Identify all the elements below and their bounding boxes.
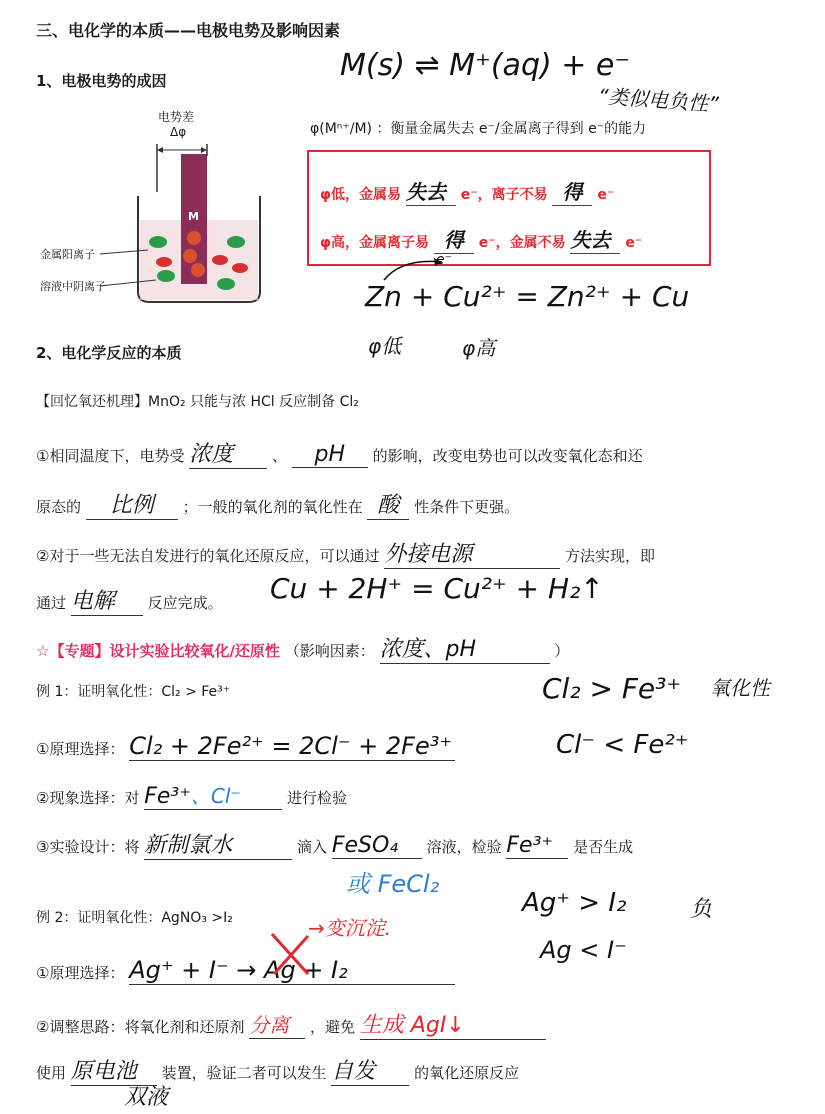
phi-definition: φ(Mⁿ⁺/M) ：衡量金属失去 e⁻/金属离子得到 e⁻的能力 xyxy=(310,121,647,137)
para-1-a: ①相同温度下，电势受 xyxy=(36,447,185,465)
para-1-hw2: pH xyxy=(292,442,368,468)
ex1-step-3-label: ③实验设计：将 xyxy=(36,838,140,856)
ex2-step-1 xyxy=(36,956,455,985)
para-2-hw: 比例 xyxy=(86,488,178,520)
para-2-hw2: 酸 xyxy=(367,488,409,520)
topic-line xyxy=(36,632,569,664)
example-2-title: 例 2：证明氧化性：AgNO₃ >I₂ xyxy=(36,910,233,926)
para-1-hw1: 浓度 xyxy=(189,437,267,469)
box-line-2-b: e⁻，金属不易 xyxy=(478,235,566,251)
para-1-sep: 、 xyxy=(272,447,288,465)
ex1-step-3-hw1: 新制氯水 xyxy=(144,828,292,860)
ex2-step-2-b: ，避免 xyxy=(310,1018,356,1036)
ex1-step-3 xyxy=(36,828,633,860)
ex1-step-1-label: ①原理选择： xyxy=(36,740,125,758)
ex1-step-2 xyxy=(36,780,347,810)
topic-title: ☆【专题】设计实验比较氧化/还原性 xyxy=(36,642,280,660)
box-line-1-b: e⁻，离子不易 xyxy=(460,187,548,203)
ex2-step-2-hw-red: 生成 AgI↓ xyxy=(360,1008,546,1040)
ex2-step-2-a: ②调整思路：将氧化剂和还原剂 xyxy=(36,1018,245,1036)
page-title: 三、电化学的本质——电极电势及影响因素 xyxy=(36,21,341,40)
box-line-2-hw: 得 xyxy=(434,224,474,254)
box-line-1 xyxy=(320,176,614,206)
para-2-b: ；一般的氧化剂的氧化性在 xyxy=(182,498,363,516)
section-1-title: 1、电极电势的成因 xyxy=(36,72,167,90)
box-line-1-c: e⁻ xyxy=(597,187,615,203)
box-line-1-a: φ低，金属易 xyxy=(320,187,401,203)
para-3-b: 方法实现，即 xyxy=(565,547,656,565)
ex1-step-3-c: 溶液，检验 xyxy=(426,838,502,856)
cross-out-mark xyxy=(268,930,312,978)
ex1-step-2-blank xyxy=(144,780,282,810)
handwritten-cu-equation: Cu + 2H⁺ = Cu²⁺ + H₂↑ xyxy=(270,572,604,605)
example-1-title: 例 1：证明氧化性：Cl₂ > Fe³⁺ xyxy=(36,684,231,700)
ex1-step-3-hw2: FeSO₄ xyxy=(332,833,422,859)
para-3 xyxy=(36,537,655,569)
para-4 xyxy=(36,584,223,616)
ex2-step-3-c: 的氧化还原反应 xyxy=(414,1064,520,1082)
recall-line: 【回忆氧还机理】MnO₂ 只能与浓 HCl 反应制备 Cl₂ xyxy=(36,394,359,410)
ex2-step-3-b: 装置，验证二者可以发生 xyxy=(161,1064,327,1082)
ex2-step-3-hw: 原电池 xyxy=(71,1054,157,1086)
para-2-c: 性条件下更强。 xyxy=(414,498,520,516)
ex2-step-3-hw2: 自发 xyxy=(331,1054,409,1086)
section-2-title: 2、电化学反应的本质 xyxy=(36,344,182,362)
ex2-step-1-label: ①原理选择： xyxy=(36,964,125,982)
handwritten-note: “类似电负性” xyxy=(597,83,720,117)
box-line-1-hw2: 得 xyxy=(552,176,592,206)
para-1 xyxy=(36,437,643,469)
topic-close: ） xyxy=(554,642,570,660)
para-2-a: 原态的 xyxy=(36,498,82,516)
handwritten-equilibrium: M(s) ⇌ M⁺(aq) + e⁻ xyxy=(340,48,631,83)
ex2-hw-side-note: 负 xyxy=(690,897,713,922)
ex1-hw-side-note: 氧化性 xyxy=(710,676,770,700)
electrode-diagram xyxy=(40,100,295,312)
ex1-hw-side-2: Cl⁻ < Fe²⁺ xyxy=(556,730,689,760)
ex1-step-2-hw: Fe³⁺ xyxy=(144,784,191,809)
ex2-hw-side-1: Ag⁺ > I₂ xyxy=(522,888,627,918)
ex2-hw-side-2: Ag < I⁻ xyxy=(540,936,627,964)
ex1-step-1-hw: Cl₂ + 2Fe²⁺ = 2Cl⁻ + 2Fe³⁺ xyxy=(129,732,455,761)
para-3-a: ②对于一些无法自发进行的氧化还原反应，可以通过 xyxy=(36,547,380,565)
diagram-label-metal-cation: 金属阳离子 xyxy=(40,248,95,261)
ex1-step-3-b: 滴入 xyxy=(297,838,328,856)
diagram-label-dphi: Δφ xyxy=(170,125,187,139)
diagram-label-potential-diff: 电势差 xyxy=(158,110,195,124)
box-line-1-hw: 失去 xyxy=(406,176,456,206)
ex2-step-2 xyxy=(36,1008,546,1040)
ex2-step-2-hw: 分离 xyxy=(249,1009,305,1039)
box-line-2 xyxy=(320,224,642,254)
topic-hw: 浓度、pH xyxy=(380,632,550,664)
ex1-step-2-label: ②现象选择：对 xyxy=(36,789,140,807)
para-3-hw: 外接电源 xyxy=(384,537,560,569)
handwritten-e-minus: e⁻ xyxy=(436,252,453,268)
box-line-2-c: e⁻ xyxy=(625,235,643,251)
ex1-step-2-hw-blue: 、Cl⁻ xyxy=(190,784,241,808)
ex1-hw-blue-or: 或 FeCl₂ xyxy=(346,870,440,898)
para-2 xyxy=(36,488,519,520)
ex2-hw-red-note: →变沉淀. xyxy=(308,916,392,940)
ex1-step-2-b: 进行检验 xyxy=(287,789,348,807)
handwritten-zn-reaction: Zn + Cu²⁺ = Zn²⁺ + Cu xyxy=(365,280,690,313)
cross-out-svg xyxy=(268,930,312,978)
box-line-2-a: φ高，金属离子易 xyxy=(320,235,429,251)
handwritten-double-liquid: 双液 xyxy=(124,1085,169,1110)
ex1-step-1 xyxy=(36,732,455,761)
para-1-b: 的影响，改变电势也可以改变氧化态和还 xyxy=(372,447,643,465)
box-line-2-hw2: 失去 xyxy=(570,224,620,254)
electrode-letter: M xyxy=(188,210,199,223)
handwritten-phi-high: φ高 xyxy=(462,336,496,360)
para-4-a: 通过 xyxy=(36,594,67,612)
topic-factors-label: （影响因素： xyxy=(284,642,375,660)
ex1-hw-side-1: Cl₂ > Fe³⁺ xyxy=(542,672,682,705)
ex2-step-1-hw: Ag⁺ + I⁻ → Ag + I₂ xyxy=(129,956,455,985)
para-4-hw: 电解 xyxy=(71,584,143,616)
ex2-step-3-a: 使用 xyxy=(36,1064,67,1082)
ex2-step-3 xyxy=(36,1054,519,1086)
diagram-label-solution-anion: 溶液中阴离子 xyxy=(40,280,106,293)
handwritten-phi-low: φ低 xyxy=(368,334,402,358)
ex1-step-3-hw3: Fe³⁺ xyxy=(506,833,568,859)
ex1-step-3-d: 是否生成 xyxy=(573,838,634,856)
para-4-b: 反应完成。 xyxy=(147,594,223,612)
